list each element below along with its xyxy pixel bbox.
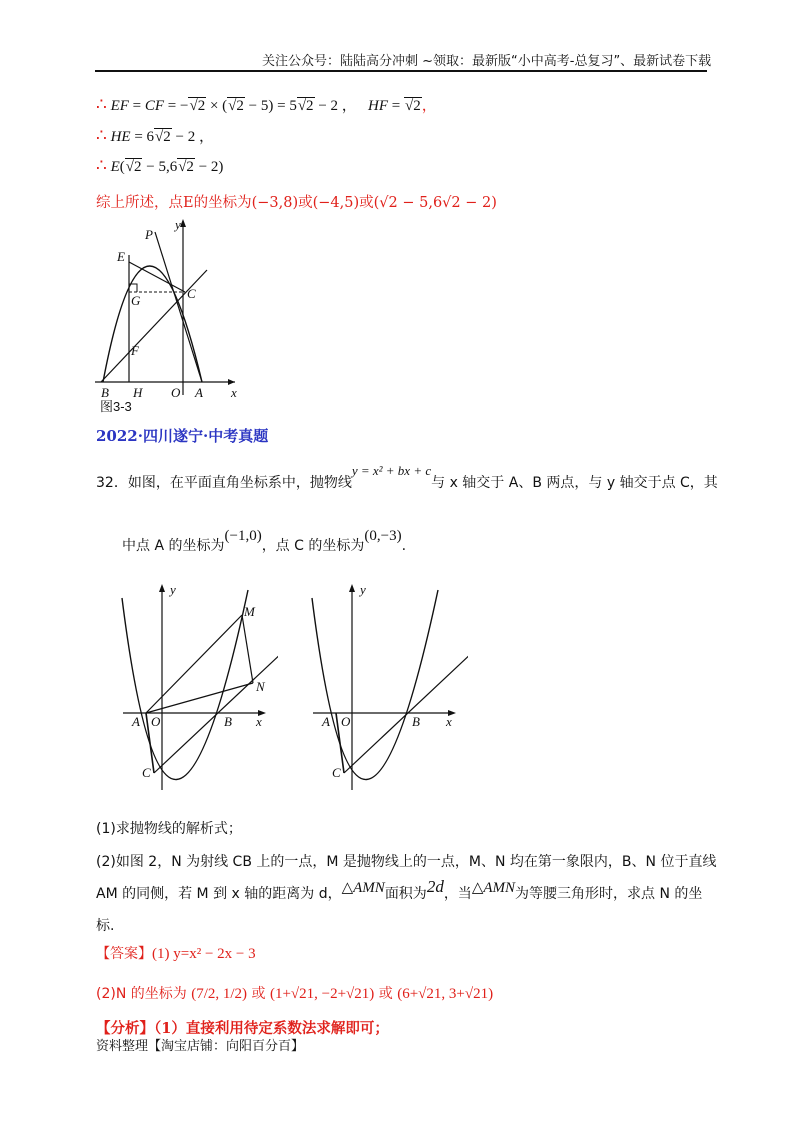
fig-label-O: O	[171, 385, 181, 400]
graph2-label-y: y	[360, 582, 366, 597]
therefore-icon: ∴	[96, 95, 107, 114]
problem-line-2	[122, 528, 407, 555]
answer-or: 或	[378, 986, 393, 1002]
problem-text: ，点 C 的坐标为	[261, 538, 365, 554]
page-header: 关注公众号：陆陆高分冲刺 ~领取：最新版“小中高考-总复习”、最新试卷下载	[262, 54, 712, 69]
graph2-label-B: B	[412, 714, 420, 729]
answer-2-value-3: (6+√21, 3+√21)	[397, 986, 494, 1002]
problem-text: 32．如图，在平面直角坐标系中，抛物线	[96, 475, 352, 491]
graph2-label-A: A	[322, 714, 330, 729]
coord-c: (0,−3)	[364, 528, 402, 544]
question-2-line-2	[96, 877, 703, 903]
answer-2-value-1: (7/2, 1/2)	[191, 986, 248, 1002]
section-title: 2022·四川遂宁·中考真题	[96, 427, 269, 445]
analysis-label: 【分析】	[96, 1020, 154, 1037]
graph1-label-M: M	[244, 604, 255, 619]
fig-label-B: B	[101, 385, 109, 400]
fig-label-A: A	[195, 385, 203, 400]
graph1-label-C: C	[142, 765, 151, 780]
fig-label-y: y	[175, 217, 181, 232]
graph-figure-1	[118, 580, 278, 795]
summary-line: 综上所述，点E的坐标为(−3,8)或(−4,5)或(√2 − 5,6√2 − 2)	[96, 195, 497, 211]
analysis-text: （1）直接利用待定系数法求解即可；	[154, 1020, 389, 1037]
question-text: 为等腰三角形时，求点 N 的坐	[515, 886, 703, 902]
graph1-label-A: A	[132, 714, 140, 729]
fig-label-F: F	[131, 343, 139, 358]
answer-line-1	[96, 943, 256, 963]
page-footer: 资料整理【淘宝店铺：向阳百分百】	[96, 1039, 305, 1054]
graph1-label-O: O	[151, 714, 161, 729]
graph2-label-x: x	[446, 714, 452, 729]
therefore-icon: ∴	[96, 156, 107, 175]
triangle-amn: △AMN	[341, 880, 385, 896]
answer-2-value-2: (1+√21, −2+√21)	[269, 986, 375, 1002]
equation-ef-cf: ∴ EF = CF = −√2 × (√2 − 5) = 5√2 − 2 ， HF = √2，	[96, 95, 437, 114]
graph-figure-2	[308, 580, 468, 795]
question-text: ，当	[443, 886, 472, 902]
question-2-line-1: (2)如图 2，N 为射线 CB 上的一点，M 是抛物线上的一点，M、N 均在第一象限内，B、N 位于直线	[96, 854, 717, 870]
graph1-label-B: B	[224, 714, 232, 729]
graph1-label-x: x	[256, 714, 262, 729]
therefore-icon: ∴	[96, 126, 107, 145]
answer-2-prefix: (2)N 的坐标为	[96, 986, 187, 1002]
answer-label: 【答案】	[96, 946, 152, 962]
graph1-label-y: y	[170, 582, 176, 597]
coord-a: (−1,0)	[224, 528, 262, 544]
triangle-amn-2: △AMN	[471, 880, 516, 896]
fig-label-H: H	[133, 385, 143, 400]
fig-label-E: E	[117, 249, 125, 264]
problem-text: 中点 A 的坐标为	[122, 538, 225, 554]
figure-3-3	[95, 215, 255, 400]
figure-caption: 图3-3	[100, 399, 132, 414]
answer-line-2	[96, 983, 493, 1003]
area-2d: 2d	[426, 877, 444, 896]
graph2-label-O: O	[341, 714, 351, 729]
problem-line-1	[96, 463, 718, 492]
equation-e-coord: ∴ E(√2 − 5,6√2 − 2)	[96, 156, 224, 175]
problem-text: .	[401, 538, 407, 554]
question-1: (1)求抛物线的解析式；	[96, 821, 242, 837]
parabola-equation: y = x² + bx + c	[351, 463, 432, 478]
graph2-label-C: C	[332, 765, 341, 780]
fig-label-x: x	[231, 385, 237, 400]
equation-he: ∴ HE = 6√2 − 2 ，	[96, 126, 214, 145]
graph1-label-N: N	[256, 679, 265, 694]
header-rule	[95, 70, 707, 72]
question-2-line-3: 标.	[96, 918, 115, 934]
fig-label-G: G	[131, 293, 141, 308]
answer-1: (1) y=x² − 2x − 3	[152, 946, 256, 962]
problem-text: 与 x 轴交于 A、B 两点，与 y 轴交于点 C，其	[431, 475, 718, 491]
question-text: AM 的同侧，若 M 到 x 轴的距离为 d，	[96, 886, 342, 902]
answer-or: 或	[251, 986, 266, 1002]
fig-label-C: C	[187, 286, 196, 301]
fig-label-P: P	[145, 227, 153, 242]
question-text: 面积为	[384, 886, 427, 902]
